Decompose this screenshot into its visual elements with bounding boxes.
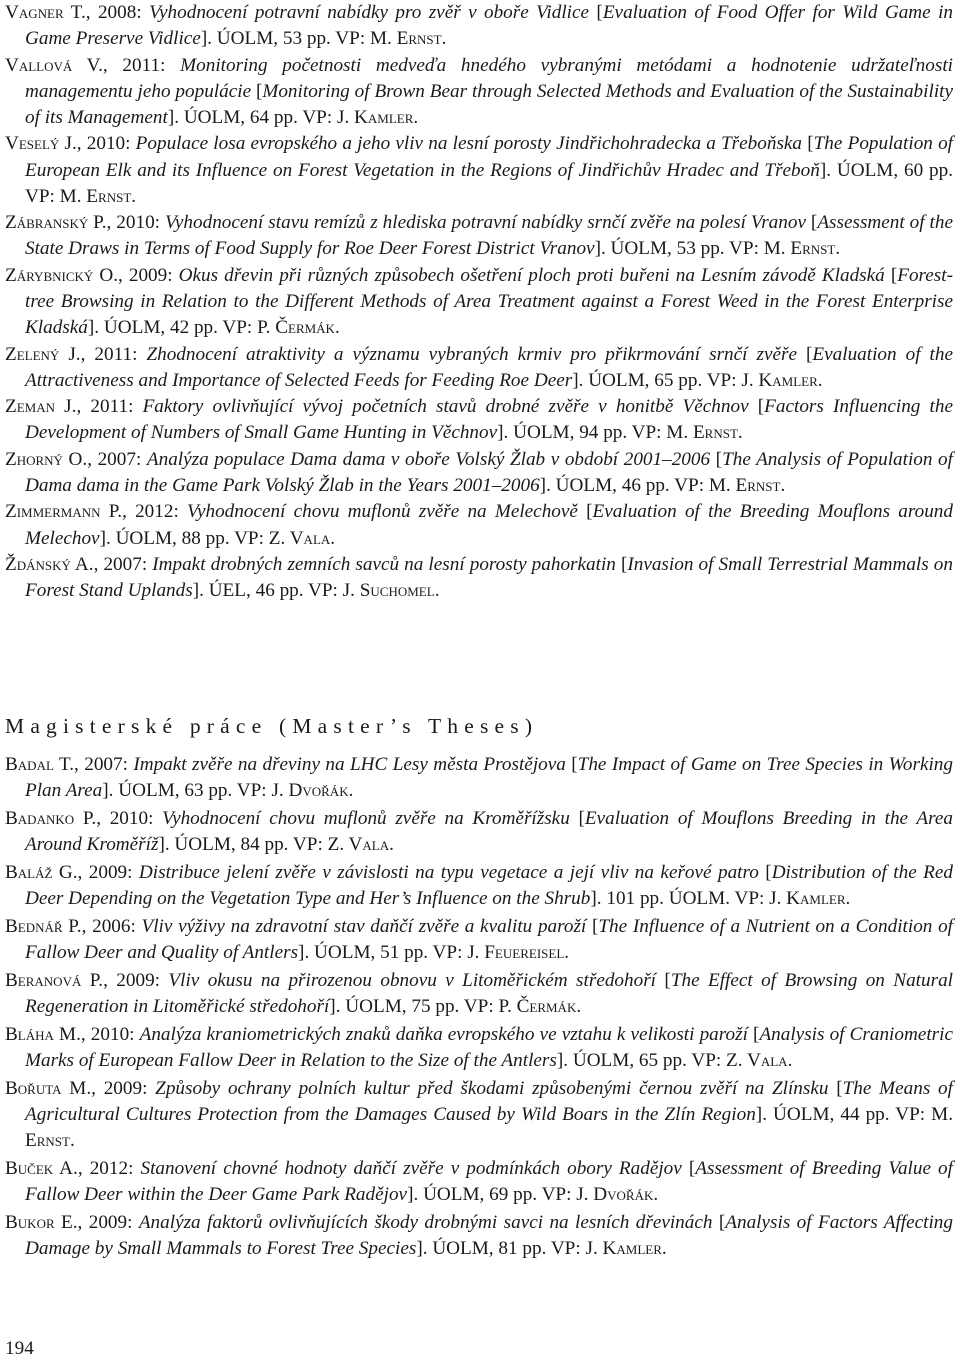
- bracket-close: ]: [87, 317, 95, 339]
- year: , 2011:: [80, 343, 147, 365]
- entry-end: .: [334, 317, 340, 339]
- author-name: Zimmermann P.: [5, 501, 123, 523]
- supervisor-name: M. Ernst: [25, 1104, 953, 1152]
- bracket-close: ]: [416, 1238, 423, 1260]
- bracket-close: ]: [819, 159, 827, 181]
- reference-entry: [5, 968, 953, 1020]
- author-name: Zárybnický O.: [5, 264, 118, 286]
- thesis-title-english: The Analysis of Population of Dama dama in the Game Park Volský Žlab in the Years 2001–2006: [25, 448, 953, 496]
- author-name: Baláž G.: [5, 862, 78, 883]
- reference-entry: [5, 860, 953, 912]
- thesis-title-english: Evaluation of the Attractiveness and Importance of Selected Feeds for Feeding Roe Deer: [25, 343, 953, 391]
- author-name: Zábranský P.: [5, 212, 107, 234]
- entry-end: .: [413, 107, 419, 128]
- entry-end: .: [434, 580, 440, 602]
- thesis-title-czech: Analýza populace Dama dama v oboře Volský Žlab v období 2001–2006: [146, 448, 711, 470]
- year: , 2012:: [122, 501, 187, 523]
- bracket-open: [: [569, 808, 585, 829]
- author-name: Vagner T.: [5, 2, 86, 23]
- thesis-title-czech: Faktory ovlivňující vývoj početních stavů drobné zvěře v honitbě Věchnov: [142, 396, 749, 418]
- bracket-close: ]: [572, 369, 579, 391]
- department-pages: . ÚOLM, 94 pp. VP:: [503, 422, 667, 444]
- thesis-title-czech: Vyhodnocení chovu muflonů zvěře na Melechově: [187, 501, 578, 523]
- department-pages: . ÚOLM, 42 pp. VP:: [94, 317, 258, 339]
- entry-end: .: [441, 28, 447, 50]
- author-name: Badal T.: [5, 754, 75, 775]
- author-name: Bednář P.: [5, 916, 82, 937]
- thesis-title-english: Assessment of the State Draws in Terms of Food Supply for Roe Deer Forest District Vranov: [25, 212, 953, 260]
- thesis-title-czech: Okus dřevin při různých způsobech ošetření ploch proti buřeni na Lesním závodě Kladská: [178, 264, 885, 286]
- supervisor-name: J. Kamler: [741, 369, 818, 391]
- supervisor-name: P. Čermák: [498, 996, 577, 1018]
- bracket-open: [: [656, 970, 671, 991]
- year: , 2009:: [91, 1078, 156, 1099]
- thesis-title-english: Monitoring of Brown Bear through Selected Methods and Evaluation of the Sustainability of its Management: [25, 80, 953, 128]
- bracket-close: ]: [99, 527, 106, 549]
- bracket-close: ]: [497, 422, 504, 444]
- thesis-title-english: The Means of Agricultural Cultures Protection from the Damages Caused by Wild Boars in the Zlín Region: [25, 1078, 953, 1126]
- supervisor-name: Z. Vala: [268, 527, 331, 549]
- bracket-open: [: [797, 343, 813, 365]
- department-pages: . ÚOLM, 88 pp. VP:: [105, 527, 269, 549]
- department-pages: . ÚOLM, 75 pp. VP:: [335, 996, 499, 1018]
- thesis-title-english: Evaluation of the Breeding Mouflons around Melechov: [25, 501, 953, 549]
- reference-entry: [5, 210, 953, 262]
- author-name: Zhorný O.: [5, 448, 88, 470]
- department-pages: . ÚOLM, 46 pp. VP:: [546, 474, 709, 496]
- reference-entry: [5, 1076, 953, 1155]
- bracket-close: ]: [594, 238, 601, 260]
- entry-end: .: [787, 1050, 793, 1072]
- bracket-open: [: [615, 553, 628, 575]
- supervisor-name: J. Suchomel: [342, 580, 435, 602]
- supervisor-name: P. Čermák: [257, 317, 335, 339]
- bracket-close: ]: [200, 28, 208, 50]
- entry-end: .: [348, 780, 354, 802]
- year: , 2007:: [74, 754, 134, 775]
- entry-end: .: [653, 1184, 659, 1206]
- year: , 2006:: [81, 916, 142, 937]
- reference-entry: [5, 499, 953, 551]
- thesis-title-czech: Vliv okusu na přirozenou obnovu v Litoměřickém středohoří: [168, 970, 657, 991]
- bracket-open: [: [747, 1024, 760, 1045]
- author-name: Bláha M.: [5, 1024, 81, 1045]
- thesis-title-english: The Population of European Elk and its Influence on Forest Vegetation in the Regions of Jindřichův Hradec and Třeboň: [25, 133, 953, 181]
- thesis-title-czech: Monitoring početnosti medveďa hnedého vybranými metódami a hodnotenie udržateľnosti managementu jeho populácie: [25, 54, 954, 102]
- reference-entry: [5, 552, 953, 604]
- reference-entry: [5, 263, 953, 342]
- year: , 2009:: [77, 1212, 139, 1234]
- reference-entry: [5, 131, 953, 210]
- thesis-title-czech: Vyhodnocení potravní nabídky pro zvěř v oboře Vidlice: [149, 2, 590, 23]
- supervisor-name: Z. Vala: [327, 834, 390, 856]
- thesis-title-english: Analysis of Craniometric Marks of European Fallow Deer in Relation to the Size of the Antlers: [25, 1024, 954, 1072]
- entry-end: .: [780, 474, 786, 496]
- entry-end: .: [564, 942, 570, 964]
- thesis-title-czech: Vliv výživy na zdravotní stav daňčí zvěře a kvalitu paroží: [141, 916, 587, 937]
- reference-entry: [5, 342, 953, 394]
- year: , 2007:: [87, 448, 147, 470]
- thesis-title-czech: Distribuce jelení zvěře v závislosti na typu vegetace a její vliv na keřové patro: [138, 862, 759, 883]
- bracket-close: ]: [192, 580, 200, 602]
- bracket-close: ]: [158, 834, 165, 856]
- entry-end: .: [576, 996, 582, 1018]
- supervisor-name: M. Ernst: [666, 422, 738, 444]
- bracket-open: [: [681, 1158, 696, 1180]
- author-name: Buček A.: [5, 1158, 78, 1180]
- bracket-close: ]: [590, 888, 597, 910]
- thesis-title-english: Forest-tree Browsing in Relation to the Different Methods of Area Treatment against a Forest Weed in the Forest Enterprise Kladská: [25, 264, 953, 339]
- thesis-title-english: The Impact of Game on Tree Species in Working Plan Area: [25, 754, 953, 802]
- reference-entry: [5, 752, 953, 804]
- thesis-title-english: The Influence of a Nutrient on a Condition of Fallow Deer and Quality of Antlers: [25, 916, 953, 964]
- thesis-title-czech: Vyhodnocení chovu muflonů zvěře na Kroměřížsku: [162, 808, 570, 829]
- bracket-open: [: [251, 80, 263, 102]
- supervisor-name: J. Kamler: [769, 888, 846, 910]
- thesis-title-czech: Vyhodnocení stavu remízů z hlediska potravní nabídky srnčí zvěře na polesí Vranov: [164, 212, 806, 234]
- thesis-title-english: Evaluation of Mouflons Breeding in the Area Around Kroměříž: [25, 808, 953, 856]
- reference-entry: [5, 0, 953, 52]
- thesis-title-czech: Analýza kraniometrických znaků daňka evropského ve vztahu k velikosti paroží: [139, 1024, 748, 1045]
- author-name: Bukor E.: [5, 1212, 78, 1234]
- entry-end: .: [845, 888, 851, 910]
- department-pages: . ÚOLM, 84 pp. VP:: [164, 834, 328, 856]
- department-pages: . ÚOLM, 81 pp. VP:: [422, 1238, 586, 1260]
- thesis-title-english: Invasion of Small Terrestrial Mammals on Forest Stand Uplands: [25, 553, 953, 602]
- reference-entry: [5, 806, 953, 858]
- author-name: Vallová V.: [5, 54, 103, 76]
- year: , 2007:: [93, 553, 153, 575]
- entry-end: .: [835, 238, 841, 260]
- supervisor-name: J. Dvořák: [576, 1184, 654, 1206]
- thesis-title-english: The Effect of Browsing on Natural Regeneration in Litoměřické středohoří: [25, 970, 953, 1018]
- author-name: Veselý J.: [5, 133, 77, 155]
- department-pages: . ÚOLM, 60 pp. VP:: [25, 159, 953, 207]
- year: , 2008:: [85, 2, 150, 23]
- department-pages: . ÚOLM, 65 pp. VP:: [578, 369, 742, 391]
- author-name: Bořuta M.: [5, 1078, 92, 1099]
- reference-list-master-theses: [5, 752, 953, 1264]
- thesis-title-czech: Impakt drobných zemních savců na lesní porosty pahorkatin: [152, 553, 616, 575]
- department-pages: . ÚOLM, 65 pp. VP:: [563, 1050, 727, 1072]
- bracket-close: ]: [556, 1050, 564, 1072]
- author-name: Beranová P.: [5, 970, 104, 991]
- supervisor-name: M. Ernst: [59, 185, 132, 207]
- department-pages: . ÚOLM, 53 pp. VP:: [207, 28, 370, 50]
- reference-entry: [5, 53, 953, 132]
- thesis-title-czech: Analýza faktorů ovlivňujících škody drobnými savci na lesních dřevinách: [138, 1212, 713, 1234]
- year: , 2011:: [76, 396, 143, 418]
- section-heading-master-theses: Magisterské práce (Master’s Theses): [5, 714, 539, 738]
- supervisor-name: J. Dvořák: [271, 780, 349, 802]
- entry-end: .: [69, 1130, 75, 1152]
- year: , 2010:: [80, 1024, 140, 1045]
- bracket-close: ]: [167, 107, 175, 128]
- bracket-close: ]: [329, 996, 336, 1018]
- supervisor-name: M. Ernst: [763, 238, 836, 260]
- thesis-title-czech: Zhodnocení atraktivity a významu vybraných krmiv pro přikrmování srnčí zvěře: [146, 343, 797, 365]
- supervisor-name: M. Ernst: [708, 474, 781, 496]
- department-pages: . ÚEL, 46 pp. VP:: [199, 580, 343, 602]
- bracket-open: [: [589, 2, 603, 23]
- year: , 2009:: [103, 970, 169, 991]
- bracket-close: ]: [298, 942, 305, 964]
- thesis-title-english: Analysis of Factors Affecting Damage by Small Mammals to Forest Tree Species: [25, 1212, 953, 1260]
- author-name: Zeman J.: [5, 396, 77, 418]
- supervisor-name: J. Kamler: [585, 1238, 662, 1260]
- department-pages: . ÚOLM, 63 pp. VP:: [108, 780, 272, 802]
- supervisor-name: M. Ernst: [369, 28, 442, 50]
- department-pages: . ÚOLM, 53 pp. VP:: [600, 238, 764, 260]
- supervisor-name: J. Kamler: [336, 107, 414, 128]
- thesis-title-czech: Populace losa evropského a jeho vliv na lesní porosty Jindřichohradecka a Třeboňska: [135, 133, 803, 155]
- bracket-open: [: [758, 862, 772, 883]
- department-pages: . ÚOLM, 69 pp. VP:: [413, 1184, 577, 1206]
- thesis-title-english: Factors Influencing the Development of Numbers of Small Game Hunting in Věchnov: [25, 396, 954, 444]
- year: , 2010:: [106, 212, 165, 234]
- department-pages: . ÚOLM, 51 pp. VP:: [304, 942, 468, 964]
- bracket-close: ]: [407, 1184, 414, 1206]
- year: , 2011:: [102, 54, 181, 76]
- bracket-open: [: [884, 264, 898, 286]
- supervisor-name: J. Feuereisel: [467, 942, 565, 964]
- author-name: Badanko P.: [5, 808, 97, 829]
- year: , 2010:: [76, 133, 136, 155]
- year: , 2012:: [77, 1158, 141, 1180]
- reference-entry: [5, 1156, 953, 1208]
- department-pages: . ÚOLM, 44 pp. VP:: [762, 1104, 932, 1126]
- entry-end: .: [330, 527, 336, 549]
- thesis-title-english: Evaluation of Food Offer for Wild Game in Game Preserve Vidlice: [25, 2, 953, 50]
- bracket-close: ]: [539, 474, 547, 496]
- thesis-title-english: Assessment of Breeding Value of Fallow Deer within the Deer Game Park Radějov: [25, 1158, 953, 1206]
- entry-end: .: [389, 834, 394, 856]
- thesis-title-czech: Impakt zvěře na dřeviny na LHC Lesy města Prostějova: [133, 754, 566, 775]
- thesis-title-czech: Stanovení chovné hodnoty daňčí zvěře v podmínkách obory Radějov: [140, 1158, 682, 1180]
- entry-end: .: [737, 422, 743, 444]
- bracket-open: [: [586, 916, 599, 937]
- bracket-close: ]: [755, 1104, 763, 1126]
- entry-end: .: [661, 1238, 667, 1260]
- reference-entry: [5, 1210, 953, 1262]
- bracket-open: [: [748, 396, 765, 418]
- reference-entry: [5, 1022, 953, 1074]
- bracket-open: [: [565, 754, 578, 775]
- thesis-title-english: Distribution of the Red Deer Depending on the Vegetation Type and Her’s Influence on the Shrub: [25, 862, 953, 910]
- reference-entry: [5, 394, 953, 446]
- bracket-close: ]: [102, 780, 109, 802]
- bracket-open: [: [805, 212, 818, 234]
- bracket-open: [: [712, 1212, 726, 1234]
- supervisor-name: Z. Vala: [726, 1050, 788, 1072]
- reference-list-top: [5, 0, 953, 605]
- reference-entry: [5, 914, 953, 966]
- bracket-open: [: [577, 501, 593, 523]
- department-pages: . ÚOLM, 64 pp. VP:: [174, 107, 337, 128]
- bracket-open: [: [828, 1078, 843, 1099]
- author-name: Ždánský A.: [5, 553, 94, 575]
- bracket-open: [: [710, 448, 723, 470]
- year: , 2009:: [118, 264, 179, 286]
- reference-entry: [5, 447, 953, 499]
- year: , 2010:: [96, 808, 163, 829]
- thesis-title-czech: Způsoby ochrany polních kultur před škodami způsobenými černou zvěří na Zlínsku: [155, 1078, 829, 1099]
- department-pages: . 101 pp. ÚOLM. VP:: [596, 888, 770, 910]
- entry-end: .: [131, 185, 137, 207]
- bracket-open: [: [802, 133, 814, 155]
- author-name: Zelený J.: [5, 343, 81, 365]
- entry-end: .: [817, 369, 823, 391]
- page-number: 194: [5, 1338, 34, 1359]
- year: , 2009:: [77, 862, 139, 883]
